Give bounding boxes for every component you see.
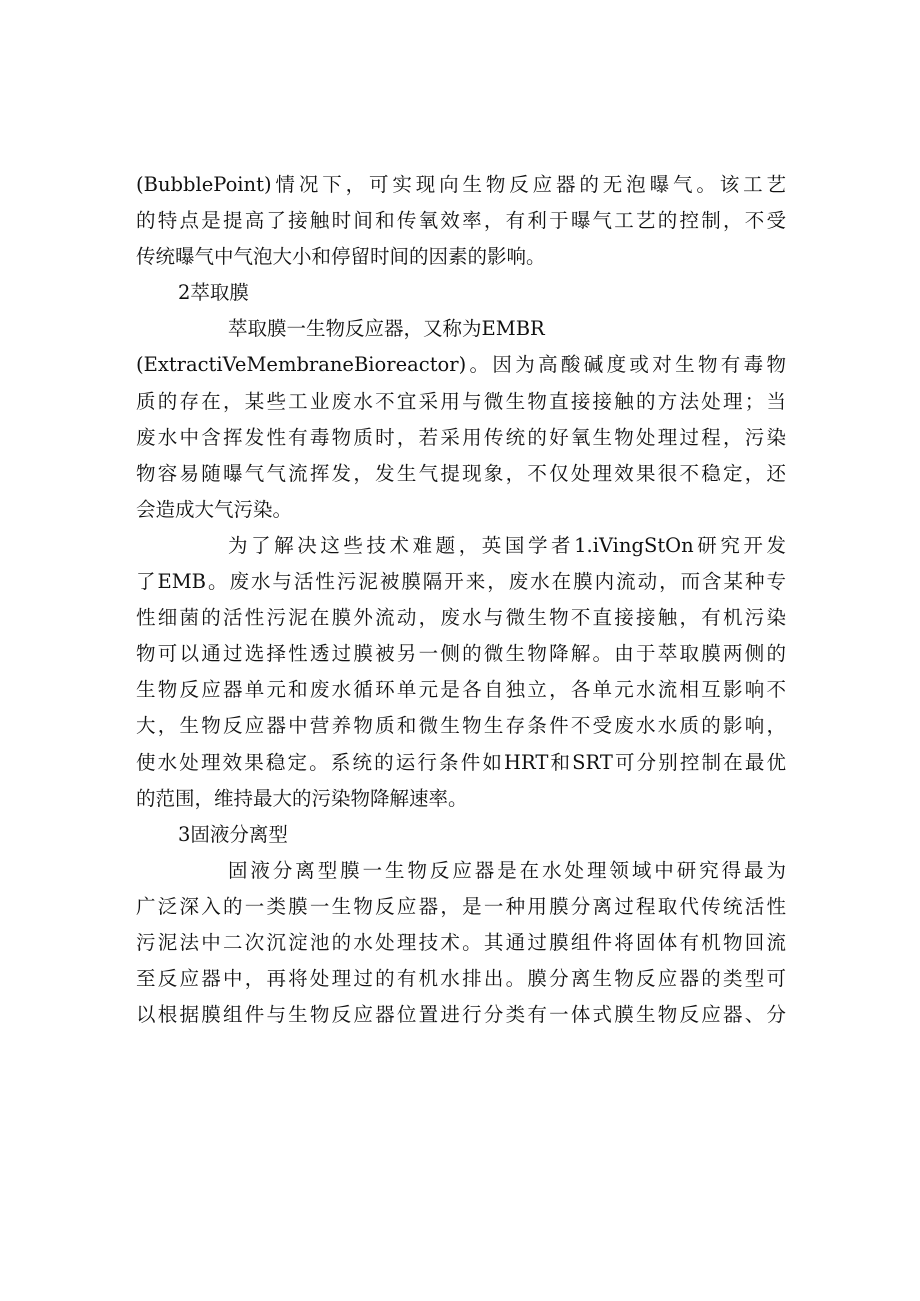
text-line: 为了解决这些技术难题，英国学者1.iVingStOn研究开发 xyxy=(228,533,786,557)
text-line: 性细菌的活性污泥在膜外流动，废水与微生物不直接接触，有机污染 xyxy=(136,606,786,630)
text-line: 广泛深入的一类膜一生物反应器，是一种用膜分离过程取代传统活性 xyxy=(136,894,786,918)
section-heading-extraction-membrane: 2萃取膜 xyxy=(178,281,249,305)
text-line: (BubblePoint)情况下，可实现向生物反应器的无泡曝气。该工艺 xyxy=(136,173,786,196)
text-line: 传统曝气中气泡大小和停留时间的因素的影响。 xyxy=(136,245,546,269)
paragraph-solid-liquid xyxy=(136,853,786,1033)
text-line: 固液分离型膜一生物反应器是在水处理领域中研究得最为 xyxy=(228,858,786,882)
section-heading-solid-liquid-separation: 3固液分离型 xyxy=(178,822,288,846)
text-line: 质的存在，某些工业废水不宜采用与微生物直接接触的方法处理；当 xyxy=(136,389,786,413)
text-line: 至反应器中，再将处理过的有机水排出。膜分离生物反应器的类型可 xyxy=(136,967,786,991)
paragraph-embr xyxy=(136,311,786,528)
text-line: 物可以通过选择性透过膜被另一侧的微生物降解。由于萃取膜两侧的 xyxy=(136,642,786,666)
text-line: 的特点是提高了接触时间和传氧效率，有利于曝气工艺的控制，不受 xyxy=(136,209,786,233)
text-line: 生物反应器单元和废水循环单元是各自独立，各单元水流相互影响不 xyxy=(136,678,786,702)
text-line: 会造成大气污染。 xyxy=(136,497,293,521)
paragraph-bubble-point xyxy=(136,167,786,275)
text-line: 以根据膜组件与生物反应器位置进行分类有一体式膜生物反应器、分 xyxy=(136,1003,786,1027)
text-line: 使水处理效果稳定。系统的运行条件如HRT和SRT可分别控制在最优 xyxy=(136,750,786,774)
document-body xyxy=(136,167,786,1033)
text-line: 了EMB。废水与活性污泥被膜隔开来，废水在膜内流动，而含某种专 xyxy=(136,570,786,594)
text-line: 的范围，维持最大的污染物降解速率。 xyxy=(136,786,468,810)
text-line: (ExtractiVeMembraneBioreactor)。因为高酸碱度或对生物有毒物 xyxy=(136,353,786,377)
paragraph-livingston xyxy=(136,528,786,817)
text-line: 大，生物反应器中营养物质和微生物生存条件不受废水水质的影响， xyxy=(136,714,786,738)
text-line: 萃取膜一生物反应器，又称为EMBR xyxy=(228,317,545,341)
text-line: 物容易随曝气气流挥发，发生气提现象，不仅处理效果很不稳定，还 xyxy=(136,461,786,485)
text-line: 废水中含挥发性有毒物质时，若采用传统的好氧生物处理过程，污染 xyxy=(136,425,786,449)
text-line: 污泥法中二次沉淀池的水处理技术。其通过膜组件将固体有机物回流 xyxy=(136,930,786,954)
